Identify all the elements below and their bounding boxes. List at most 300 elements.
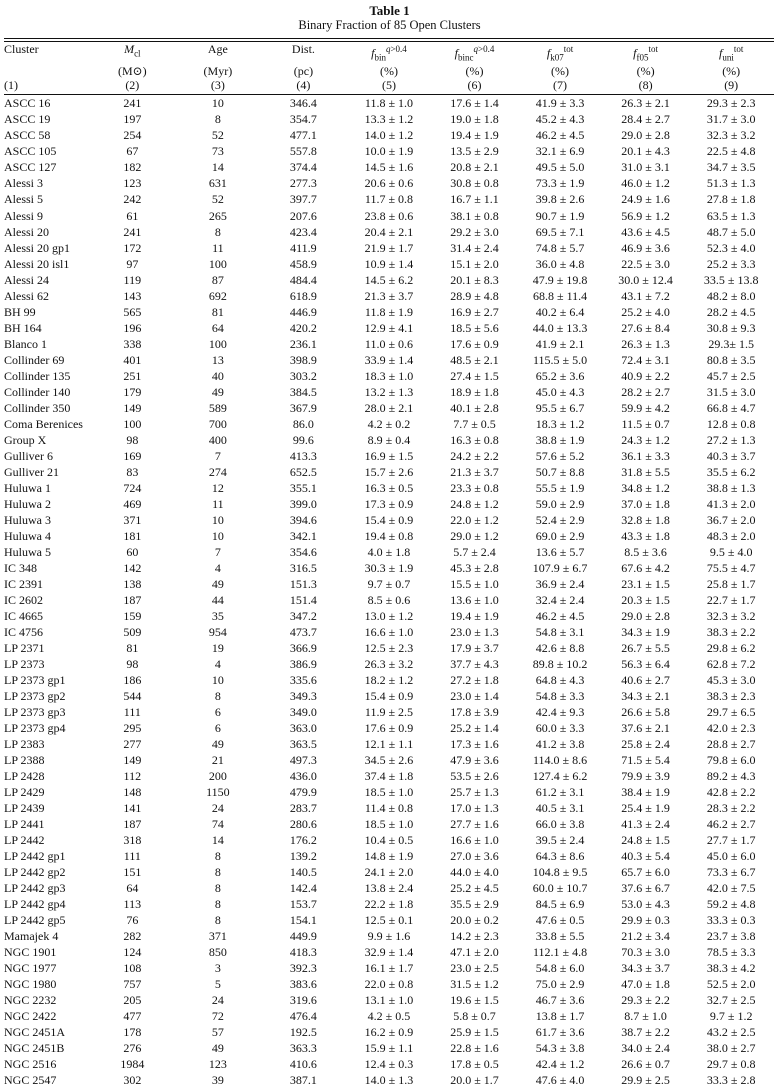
cell-age: 100 (208, 336, 227, 351)
cell-dist: 497.3 (289, 753, 317, 768)
cell-dist: 363.0 (289, 721, 317, 735)
cell-funi: 45.3 ± 3.0 (706, 672, 756, 687)
cell-age: 4 (214, 656, 221, 671)
table-row (4, 960, 774, 976)
cell-age: 81 (211, 304, 224, 319)
table-row (4, 432, 774, 448)
table-row (4, 480, 774, 496)
cell-mass: 196 (123, 320, 142, 335)
cell-cluster: LP 2373 gp3 (4, 704, 66, 719)
cell-fbinc: 5.7 ± 2.4 (453, 544, 496, 559)
cell-age: 73 (211, 144, 224, 159)
cell-mass: 469 (123, 496, 142, 511)
cell-fbin: 30.3 ± 1.9 (364, 560, 414, 575)
cell-age: 10 (211, 672, 224, 687)
cell-funi: 29.7 ± 0.8 (706, 1057, 756, 1072)
table-row (4, 224, 774, 240)
cell-mass: 295 (123, 721, 142, 735)
cell-ff05: 28.4 ± 2.7 (621, 112, 670, 127)
table-row (4, 304, 774, 320)
header-unit: (%) (379, 64, 398, 79)
cell-mass: 282 (123, 929, 142, 944)
cell-funi: 27.2 ± 1.3 (706, 432, 756, 447)
cell-fk07: 114.0 ± 8.6 (532, 753, 588, 768)
cell-mass: 111 (123, 704, 141, 719)
cell-funi: 31.7 ± 3.0 (706, 112, 756, 127)
cell-dist: 277.3 (289, 176, 317, 191)
cell-fk07: 36.0 ± 4.8 (535, 256, 585, 271)
cell-funi: 38.3 ± 2.3 (706, 688, 756, 703)
table-row (4, 464, 774, 480)
cell-cluster: NGC 1980 (4, 977, 57, 992)
cell-funi: 31.5 ± 3.0 (706, 384, 756, 399)
cell-ff05: 28.2 ± 2.7 (621, 384, 670, 399)
cell-fk07: 54.8 ± 3.1 (535, 624, 585, 639)
header-fbin: $f_{bin}^{q>0.4}$ (371, 44, 407, 63)
cell-funi: 38.0 ± 2.7 (706, 1041, 756, 1056)
cell-dist: 476.4 (289, 1009, 317, 1024)
cell-fk07: 42.4 ± 1.2 (535, 1057, 585, 1072)
cell-funi: 23.7 ± 3.8 (706, 929, 756, 944)
cell-fk07: 104.8 ± 9.5 (532, 865, 588, 880)
cell-cluster: LP 2373 gp4 (4, 721, 66, 735)
cell-mass: 148 (123, 785, 142, 800)
header-colnum: (8) (638, 78, 653, 93)
cell-age: 52 (211, 128, 224, 143)
cell-mass: 64 (126, 881, 139, 896)
table-row (4, 592, 774, 608)
cell-age: 200 (208, 769, 227, 784)
cell-cluster: NGC 2451B (4, 1041, 65, 1056)
cell-dist: 86.0 (292, 416, 314, 431)
cell-mass: 67 (126, 144, 139, 159)
cell-fbinc: 27.7 ± 1.6 (450, 817, 499, 832)
cell-cluster: Huluwa 5 (4, 544, 51, 559)
cell-age: 3 (214, 961, 221, 976)
cell-funi: 22.5 ± 4.8 (706, 144, 756, 159)
header-row-symbols (4, 42, 774, 64)
cell-ff05: 38.7 ± 2.2 (621, 1025, 670, 1040)
cell-cluster: Collinder 140 (4, 384, 71, 399)
cell-mass: 143 (123, 288, 142, 303)
cell-fbin: 12.5 ± 2.3 (364, 640, 414, 655)
cell-funi: 33.3 ± 0.3 (706, 913, 756, 928)
table-row (4, 496, 774, 512)
cell-ff05: 27.6 ± 8.4 (621, 320, 670, 335)
cell-fbinc: 19.0 ± 1.8 (450, 112, 499, 127)
cell-cluster: LP 2442 gp4 (4, 897, 66, 912)
cell-dist: 423.4 (289, 224, 317, 239)
cell-fbinc: 25.2 ± 1.4 (450, 721, 499, 735)
cell-cluster: Alessi 9 (4, 208, 43, 223)
cell-fbinc: 28.9 ± 4.8 (450, 288, 499, 303)
cell-fbin: 32.9 ± 1.4 (364, 945, 414, 960)
cell-dist: 392.3 (289, 961, 317, 976)
cell-funi: 79.8 ± 6.0 (706, 753, 756, 768)
cell-funi: 40.3 ± 3.7 (706, 448, 756, 463)
cell-cluster: Huluwa 1 (4, 480, 51, 495)
cell-dist: 140.5 (289, 865, 317, 880)
cell-dist: 366.9 (289, 640, 317, 655)
cell-mass: 251 (123, 368, 142, 383)
cell-fbinc: 31.4 ± 2.4 (450, 240, 499, 255)
cell-mass: 60 (126, 544, 139, 559)
table-row (4, 880, 774, 896)
cell-cluster: Huluwa 2 (4, 496, 51, 511)
cell-fbinc: 25.7 ± 1.3 (450, 785, 499, 800)
cell-dist: 399.0 (289, 496, 317, 511)
cell-funi: 43.2 ± 2.5 (706, 1025, 756, 1040)
cell-ff05: 26.6 ± 0.7 (621, 1057, 670, 1072)
cell-funi: 22.7 ± 1.7 (706, 592, 756, 607)
cell-fbin: 21.9 ± 1.7 (364, 240, 414, 255)
cell-fbin: 19.4 ± 0.8 (364, 528, 414, 543)
cell-age: 49 (211, 737, 224, 752)
table-row (4, 704, 774, 720)
cell-fk07: 115.5 ± 5.0 (532, 352, 588, 367)
cell-fk07: 33.8 ± 5.5 (535, 929, 585, 944)
cell-age: 371 (208, 929, 227, 944)
cell-fk07: 89.8 ± 10.2 (532, 656, 588, 671)
header-colnum: (5) (381, 78, 396, 93)
table-row (4, 240, 774, 256)
cell-cluster: Blanco 1 (4, 336, 47, 351)
cell-age: 52 (211, 192, 224, 207)
cell-fbinc: 29.2 ± 3.0 (450, 224, 499, 239)
cell-fbin: 8.5 ± 0.6 (367, 592, 411, 607)
cell-age: 8 (214, 897, 221, 912)
cell-ff05: 40.3 ± 5.4 (621, 849, 670, 864)
cell-ff05: 34.8 ± 1.2 (621, 480, 670, 495)
table-row (4, 272, 774, 288)
cell-fbinc: 22.8 ± 1.6 (450, 1041, 499, 1056)
cell-fbinc: 27.4 ± 1.5 (450, 368, 499, 383)
cell-dist: 153.7 (289, 897, 317, 912)
cell-age: 57 (211, 1025, 224, 1040)
cell-funi: 75.5 ± 4.7 (706, 560, 756, 575)
cell-cluster: NGC 1977 (4, 961, 57, 976)
cell-mass: 151 (123, 865, 142, 880)
cell-fk07: 46.2 ± 4.5 (535, 128, 585, 143)
cell-fbinc: 23.0 ± 2.5 (450, 961, 499, 976)
cell-ff05: 25.8 ± 2.4 (621, 737, 670, 752)
cell-age: 24 (211, 801, 224, 816)
header-dist: Dist. (291, 42, 315, 56)
cell-fbinc: 40.1 ± 2.8 (450, 400, 499, 415)
cell-dist: 354.6 (289, 544, 317, 559)
cell-dist: 477.1 (289, 128, 317, 143)
cell-fk07: 61.2 ± 3.1 (535, 785, 585, 800)
cell-cluster: BH 99 (4, 304, 36, 319)
cell-fbinc: 18.5 ± 5.6 (450, 320, 499, 335)
cell-age: 8 (214, 112, 221, 127)
cell-dist: 384.5 (289, 384, 317, 399)
cell-dist: 473.7 (289, 624, 317, 639)
cell-age: 39 (211, 1073, 224, 1088)
header-colnum: (3) (210, 78, 225, 93)
cell-cluster: Alessi 5 (4, 192, 43, 207)
cell-fbinc: 20.0 ± 1.7 (450, 1073, 499, 1088)
cell-fbin: 4.0 ± 1.8 (367, 544, 411, 559)
cell-funi: 32.7 ± 2.5 (706, 993, 756, 1008)
table-row (4, 624, 774, 640)
cell-cluster: ASCC 127 (4, 160, 57, 175)
table-row (4, 672, 774, 688)
table-row (4, 560, 774, 576)
cell-mass: 544 (123, 688, 142, 703)
cell-dist: 386.9 (289, 656, 317, 671)
cell-age: 265 (208, 208, 227, 223)
cell-fk07: 57.6 ± 5.2 (535, 448, 585, 463)
cell-fbinc: 19.4 ± 1.9 (450, 128, 499, 143)
cell-fbin: 18.3 ± 1.0 (364, 368, 414, 383)
cell-mass: 142 (123, 560, 142, 575)
table-row (4, 416, 774, 432)
header-row-units (4, 64, 774, 78)
cell-ff05: 79.9 ± 3.9 (621, 769, 670, 784)
cell-ff05: 43.3 ± 1.8 (621, 528, 670, 543)
cell-fbin: 9.9 ± 1.6 (367, 929, 411, 944)
cell-age: 8 (214, 849, 221, 864)
cell-fbin: 16.1 ± 1.7 (364, 961, 414, 976)
cell-funi: 9.7 ± 1.2 (709, 1009, 753, 1024)
cell-funi: 80.8 ± 3.5 (706, 352, 756, 367)
cell-dist: 420.2 (289, 320, 317, 335)
cell-fbin: 11.7 ± 0.8 (364, 192, 414, 207)
cell-fbinc: 17.6 ± 0.9 (450, 336, 499, 351)
cell-dist: 458.9 (289, 256, 317, 271)
header-mass: $M_{cl}$ (124, 42, 141, 59)
cell-fbinc: 24.2 ± 2.2 (450, 448, 499, 463)
cell-fbin: 16.9 ± 1.5 (364, 448, 414, 463)
cell-dist: 346.4 (289, 96, 317, 111)
cell-fk07: 32.1 ± 6.9 (535, 144, 585, 159)
cell-fk07: 65.2 ± 3.6 (535, 368, 585, 383)
cell-age: 7 (214, 448, 221, 463)
cell-cluster: Alessi 20 gp1 (4, 240, 70, 255)
header-colnum: (6) (467, 78, 482, 93)
cell-mass: 61 (126, 208, 139, 223)
cell-dist: 367.9 (289, 400, 317, 415)
cell-age: 6 (214, 704, 221, 719)
cell-ff05: 26.7 ± 5.5 (621, 640, 670, 655)
cell-dist: 446.9 (289, 304, 317, 319)
cell-cluster: LP 2383 (4, 737, 45, 752)
cell-dist: 192.5 (289, 1025, 317, 1040)
cell-cluster: LP 2439 (4, 801, 45, 816)
cell-cluster: LP 2373 (4, 656, 45, 671)
cell-fk07: 54.8 ± 6.0 (535, 961, 585, 976)
cell-fbin: 14.8 ± 1.9 (364, 849, 414, 864)
header-unit: (%) (551, 64, 570, 79)
cell-ff05: 8.5 ± 3.6 (624, 544, 667, 559)
cell-mass: 242 (123, 192, 142, 207)
cell-cluster: BH 164 (4, 320, 42, 335)
cell-fbin: 13.2 ± 1.3 (364, 384, 414, 399)
cell-cluster: Alessi 24 (4, 272, 49, 287)
cell-fbinc: 15.5 ± 1.0 (450, 576, 499, 591)
cell-fbin: 15.4 ± 0.9 (364, 688, 414, 703)
cell-ff05: 31.8 ± 5.5 (621, 464, 670, 479)
cell-mass: 182 (123, 160, 142, 175)
cell-fbin: 12.5 ± 0.1 (364, 913, 414, 928)
cell-fk07: 49.5 ± 5.0 (535, 160, 585, 175)
cell-fbinc: 24.8 ± 1.2 (450, 496, 499, 511)
cell-ff05: 37.6 ± 6.7 (621, 881, 670, 896)
cell-fbinc: 35.5 ± 2.9 (450, 897, 499, 912)
cell-fbinc: 53.5 ± 2.6 (450, 769, 499, 784)
cell-fbinc: 18.9 ± 1.8 (450, 384, 499, 399)
cell-mass: 254 (123, 128, 142, 143)
cell-funi: 32.3 ± 3.2 (706, 608, 756, 623)
cell-dist: 151.4 (289, 592, 317, 607)
cell-fk07: 47.6 ± 4.0 (535, 1073, 585, 1088)
cell-funi: 29.8 ± 6.2 (706, 640, 756, 655)
cell-dist: 355.1 (289, 480, 317, 495)
table-row (4, 640, 774, 656)
cell-fk07: 47.6 ± 0.5 (535, 913, 585, 928)
cell-fk07: 38.8 ± 1.9 (535, 432, 585, 447)
cell-fbinc: 19.6 ± 1.5 (450, 993, 499, 1008)
cell-ff05: 21.2 ± 3.4 (621, 929, 670, 944)
cell-funi: 48.7 ± 5.0 (706, 224, 756, 239)
cell-mass: 401 (123, 352, 142, 367)
header-colnum: (9) (724, 78, 739, 93)
cell-ff05: 40.9 ± 2.2 (621, 368, 670, 383)
cell-funi: 12.8 ± 0.8 (706, 416, 756, 431)
cell-fbinc: 47.1 ± 2.0 (450, 945, 499, 960)
table-row (4, 208, 774, 224)
cell-age: 24 (211, 993, 224, 1008)
cell-cluster: LP 2442 gp3 (4, 881, 66, 896)
cell-dist: 99.6 (292, 432, 314, 447)
cell-fbin: 12.9 ± 4.1 (364, 320, 414, 335)
cell-mass: 119 (123, 272, 142, 287)
cell-ff05: 11.5 ± 0.7 (621, 416, 670, 431)
cell-funi: 29.3 ± 2.3 (706, 96, 756, 111)
table-row (4, 832, 774, 848)
cell-age: 692 (208, 288, 227, 303)
cell-dist: 347.2 (289, 608, 317, 623)
table-body (4, 95, 774, 1088)
cell-dist: 142.4 (289, 881, 317, 896)
table-row (4, 159, 774, 175)
cell-dist: 374.4 (289, 160, 317, 175)
cell-fbinc: 23.0 ± 1.4 (450, 688, 499, 703)
header-funi: $f_{uni}^{tot}$ (719, 44, 744, 63)
cell-fk07: 60.0 ± 10.7 (532, 881, 588, 896)
cell-mass: 187 (123, 592, 142, 607)
cell-ff05: 20.1 ± 4.3 (621, 144, 670, 159)
table-row (4, 864, 774, 880)
table-row (4, 752, 774, 768)
cell-funi: 34.7 ± 3.5 (706, 160, 756, 175)
cell-age: 589 (208, 400, 227, 415)
cell-funi: 59.2 ± 4.8 (706, 897, 756, 912)
table-row (4, 608, 774, 624)
cell-mass: 111 (123, 849, 141, 864)
cell-fk07: 42.6 ± 8.8 (535, 640, 585, 655)
header-fbinc: $f_{binc}^{q>0.4}$ (454, 44, 495, 63)
cell-dist: 479.9 (289, 785, 317, 800)
header-unit-dist: (pc) (293, 64, 314, 79)
cell-mass: 338 (123, 336, 142, 351)
cell-ff05: 20.3 ± 1.5 (621, 592, 670, 607)
cell-fbin: 11.8 ± 1.9 (364, 304, 414, 319)
table-row (4, 400, 774, 416)
cell-ff05: 23.1 ± 1.5 (621, 576, 670, 591)
header-colnum: (2) (125, 78, 140, 93)
header-ff05: $f_{f05}^{tot}$ (633, 44, 659, 63)
table-row (4, 848, 774, 864)
cell-fk07: 75.0 ± 2.9 (535, 977, 585, 992)
cell-fbinc: 27.0 ± 3.6 (450, 849, 499, 864)
cell-fbin: 14.5 ± 6.2 (364, 272, 414, 287)
cell-age: 8 (214, 688, 221, 703)
cell-dist: 207.6 (289, 208, 317, 223)
cell-fk07: 54.8 ± 3.3 (535, 688, 585, 703)
cell-ff05: 24.9 ± 1.6 (621, 192, 670, 207)
cell-mass: 187 (123, 817, 142, 832)
cell-ff05: 25.4 ± 1.9 (621, 801, 670, 816)
cell-age: 274 (208, 464, 227, 479)
cell-fbinc: 19.4 ± 1.9 (450, 608, 499, 623)
cell-ff05: 29.0 ± 2.8 (621, 608, 670, 623)
cell-mass: 113 (123, 897, 142, 912)
cell-funi: 25.2 ± 3.3 (706, 256, 756, 271)
cell-fbin: 13.8 ± 2.4 (364, 881, 414, 896)
cell-age: 13 (211, 352, 224, 367)
cell-funi: 46.2 ± 2.7 (706, 817, 756, 832)
cell-cluster: Gulliver 21 (4, 464, 59, 479)
cell-age: 40 (211, 368, 224, 383)
cell-age: 400 (208, 432, 227, 447)
cell-mass: 81 (126, 640, 139, 655)
cell-cluster: LP 2442 gp2 (4, 865, 66, 880)
cell-dist: 652.5 (289, 464, 317, 479)
cell-ff05: 32.8 ± 1.8 (621, 512, 670, 527)
cell-mass: 181 (123, 528, 142, 543)
cell-cluster: NGC 2232 (4, 993, 57, 1008)
table-row (4, 528, 774, 544)
table-row (4, 127, 774, 143)
cell-fbin: 22.0 ± 0.8 (364, 977, 414, 992)
cell-fbin: 15.9 ± 1.1 (364, 1041, 414, 1056)
cell-funi: 38.8 ± 1.3 (706, 480, 756, 495)
cell-age: 21 (211, 753, 224, 768)
cell-dist: 319.6 (289, 993, 317, 1008)
cell-fbinc: 17.6 ± 1.4 (450, 96, 499, 111)
cell-ff05: 31.0 ± 3.1 (621, 160, 670, 175)
cell-mass: 318 (123, 833, 142, 848)
cell-mass: 565 (123, 304, 142, 319)
cell-fk07: 64.8 ± 4.3 (535, 672, 585, 687)
cell-fbin: 16.2 ± 0.9 (364, 1025, 414, 1040)
table-row (4, 1024, 774, 1040)
cell-age: 14 (211, 160, 224, 175)
cell-funi: 42.8 ± 2.2 (706, 785, 756, 800)
cell-fbinc: 23.3 ± 0.8 (450, 480, 499, 495)
cell-ff05: 53.0 ± 4.3 (621, 897, 670, 912)
cell-cluster: LP 2428 (4, 769, 45, 784)
cell-fbinc: 44.0 ± 4.0 (450, 865, 499, 880)
cell-age: 14 (211, 833, 224, 848)
cell-fk07: 59.0 ± 2.9 (535, 496, 585, 511)
cell-age: 49 (211, 384, 224, 399)
cell-fbinc: 17.0 ± 1.3 (450, 801, 499, 816)
cell-dist: 363.5 (289, 737, 317, 752)
cell-cluster: NGC 2422 (4, 1009, 57, 1024)
